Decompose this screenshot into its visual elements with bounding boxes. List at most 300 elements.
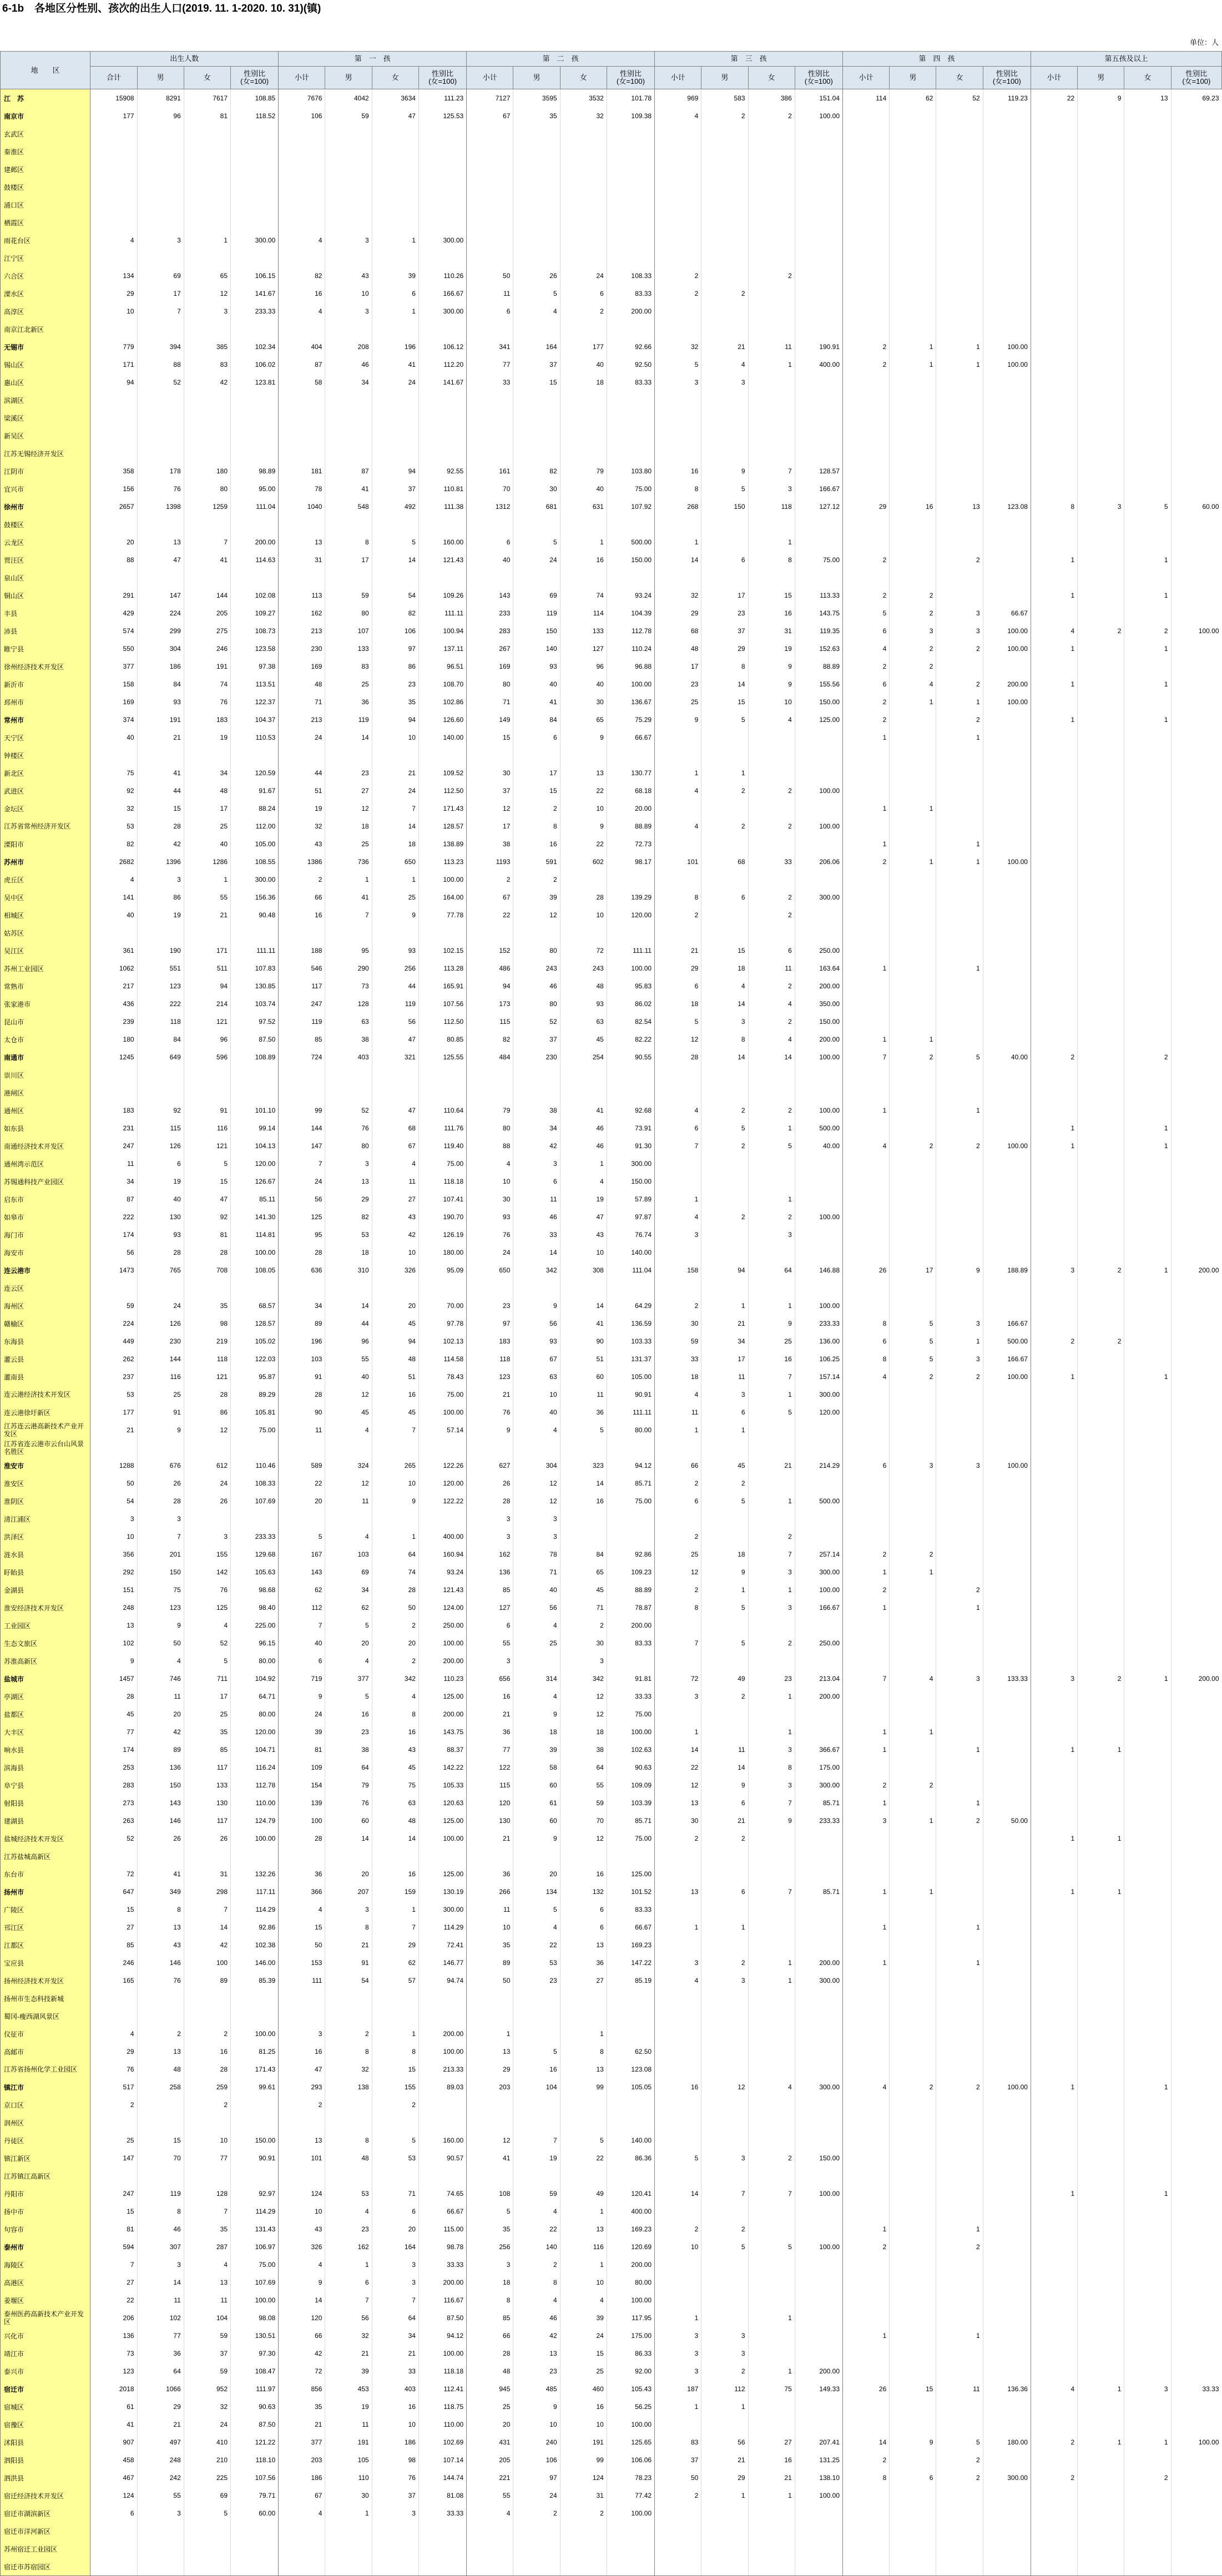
value-cell: 100: [184, 1954, 230, 1972]
value-cell: 103.74: [231, 995, 279, 1013]
value-cell: 121.43: [418, 1581, 466, 1599]
value-cell: 114: [843, 89, 890, 108]
region-name-cell: 太仓市: [1, 1031, 90, 1048]
value-cell: [890, 1972, 936, 1989]
value-cell: [513, 2025, 560, 2043]
value-cell: [795, 1279, 842, 1297]
value-cell: 242: [137, 2469, 184, 2487]
value-cell: 138.10: [795, 2469, 842, 2487]
value-cell: [983, 995, 1031, 1013]
value-cell: [655, 196, 701, 214]
value-cell: [1171, 1386, 1221, 1403]
value-cell: 1: [890, 338, 936, 356]
value-cell: 217: [90, 977, 137, 995]
value-cell: 404: [279, 338, 325, 356]
value-cell: [184, 1439, 230, 1457]
value-cell: 4: [513, 1421, 560, 1439]
value-cell: 92.86: [607, 1545, 654, 1563]
value-cell: [279, 1279, 325, 1297]
value-cell: 90: [560, 1332, 607, 1350]
value-cell: 14: [701, 995, 748, 1013]
value-cell: [936, 1244, 983, 1261]
value-cell: [983, 764, 1031, 782]
value-cell: 94: [372, 462, 418, 480]
value-cell: 32: [325, 2327, 372, 2345]
value-cell: 200.00: [418, 2274, 466, 2291]
value-cell: [890, 1901, 936, 1918]
value-cell: [1031, 1759, 1077, 1776]
value-cell: 166.67: [795, 1599, 842, 1617]
value-cell: [372, 178, 418, 196]
value-cell: [843, 2043, 890, 2060]
value-cell: 126: [137, 1137, 184, 1155]
value-cell: [748, 2416, 795, 2433]
value-cell: 254: [560, 1048, 607, 1066]
value-cell: 4: [467, 2504, 513, 2522]
value-cell: 1: [560, 533, 607, 551]
value-cell: [513, 1989, 560, 2007]
value-cell: [1078, 1226, 1124, 1244]
value-cell: 1398: [137, 498, 184, 516]
value-cell: [1124, 338, 1171, 356]
value-cell: 15: [90, 2203, 137, 2220]
table-row: [1, 516, 1222, 533]
value-cell: 32: [560, 107, 607, 125]
value-cell: 21: [701, 1315, 748, 1332]
value-cell: 93: [513, 658, 560, 675]
value-cell: 2: [936, 2469, 983, 2487]
value-cell: 26: [843, 2380, 890, 2398]
value-cell: [936, 1989, 983, 2007]
value-cell: [795, 1421, 842, 1439]
table-row: [1, 906, 1222, 924]
value-cell: 15: [279, 1918, 325, 1936]
value-cell: [890, 1066, 936, 1084]
value-cell: 69.23: [1171, 89, 1221, 108]
value-cell: [184, 924, 230, 942]
table-row: [1, 302, 1222, 320]
region-name-cell: 梁溪区: [1, 409, 90, 427]
value-cell: [936, 569, 983, 587]
value-cell: 2: [890, 1776, 936, 1794]
value-cell: [936, 1617, 983, 1634]
value-cell: 92.86: [231, 1918, 279, 1936]
value-cell: 80: [467, 1119, 513, 1137]
value-cell: [90, 1439, 137, 1457]
value-cell: [90, 143, 137, 160]
value-cell: [890, 1759, 936, 1776]
group-header: 第五孩及以上: [1031, 52, 1221, 67]
value-cell: [936, 817, 983, 835]
value-cell: [467, 2167, 513, 2185]
value-cell: 6: [560, 285, 607, 302]
value-cell: 29: [90, 285, 137, 302]
value-cell: 12: [655, 1031, 701, 1048]
value-cell: [1031, 2309, 1077, 2327]
value-cell: [1078, 1954, 1124, 1972]
value-cell: 11: [90, 1155, 137, 1173]
value-cell: 12: [513, 1474, 560, 1492]
value-cell: [936, 1705, 983, 1723]
value-cell: 13: [137, 2043, 184, 2060]
value-cell: [1124, 1315, 1171, 1332]
value-cell: 93: [137, 693, 184, 711]
value-cell: 2: [1031, 2469, 1077, 2487]
value-cell: [936, 1847, 983, 1865]
value-cell: [655, 249, 701, 267]
value-cell: [1031, 2274, 1077, 2291]
value-cell: [983, 906, 1031, 924]
value-cell: [936, 942, 983, 959]
value-cell: 97: [513, 2469, 560, 2487]
value-cell: [1124, 871, 1171, 888]
value-cell: 4: [748, 2078, 795, 2096]
value-cell: 4: [325, 2203, 372, 2220]
value-cell: [936, 125, 983, 143]
value-cell: [983, 1297, 1031, 1315]
value-cell: [90, 2167, 137, 2185]
value-cell: [1171, 2327, 1221, 2345]
value-cell: 2: [748, 1102, 795, 1119]
value-cell: 11: [936, 2380, 983, 2398]
value-cell: [655, 1652, 701, 1670]
value-cell: 1: [1031, 2078, 1077, 2096]
value-cell: [983, 1759, 1031, 1776]
value-cell: [513, 409, 560, 427]
value-cell: 144.74: [418, 2469, 466, 2487]
value-cell: [890, 1510, 936, 1528]
value-cell: 3: [467, 1510, 513, 1528]
region-name-cell: 宿迁市苏宿园区: [1, 2558, 90, 2576]
value-cell: [983, 817, 1031, 835]
value-cell: [1124, 1173, 1171, 1190]
value-cell: [1078, 924, 1124, 942]
value-cell: 97: [467, 1315, 513, 1332]
value-cell: 486: [467, 959, 513, 977]
value-cell: 111: [279, 1972, 325, 1989]
subcolumn-header: 女: [1124, 67, 1171, 89]
value-cell: 342: [560, 1670, 607, 1688]
value-cell: 42: [513, 1137, 560, 1155]
value-cell: 53: [372, 2149, 418, 2167]
value-cell: [90, 1084, 137, 1102]
value-cell: 95: [279, 1226, 325, 1244]
value-cell: [983, 160, 1031, 178]
value-cell: 5: [701, 1492, 748, 1510]
value-cell: [890, 1279, 936, 1297]
value-cell: [983, 480, 1031, 498]
value-cell: [983, 1688, 1031, 1705]
value-cell: [843, 1084, 890, 1102]
value-cell: 65: [560, 1563, 607, 1581]
region-name-cell: 生态文旅区: [1, 1634, 90, 1652]
value-cell: 101.52: [607, 1883, 654, 1901]
value-cell: 18: [372, 835, 418, 853]
value-cell: [748, 2504, 795, 2522]
value-cell: 100.00: [607, 2416, 654, 2433]
value-cell: 27: [325, 782, 372, 800]
value-cell: [936, 906, 983, 924]
value-cell: 6: [701, 1883, 748, 1901]
value-cell: 1: [184, 231, 230, 249]
value-cell: 298: [184, 1883, 230, 1901]
value-cell: 35: [279, 2398, 325, 2416]
value-cell: [983, 835, 1031, 853]
table-row: [1, 373, 1222, 391]
value-cell: 122.22: [418, 1492, 466, 1510]
value-cell: [560, 516, 607, 533]
value-cell: [1124, 2291, 1171, 2309]
value-cell: 746: [137, 1670, 184, 1688]
value-cell: 11: [560, 1386, 607, 1403]
value-cell: [983, 1599, 1031, 1617]
value-cell: 106.15: [231, 267, 279, 285]
value-cell: 142: [184, 1563, 230, 1581]
value-cell: 207.41: [795, 2433, 842, 2451]
value-cell: [1078, 2522, 1124, 2540]
value-cell: 5: [279, 1528, 325, 1545]
value-cell: 104.71: [231, 1741, 279, 1759]
value-cell: 56: [279, 1190, 325, 1208]
value-cell: [843, 782, 890, 800]
value-cell: 10: [372, 1474, 418, 1492]
value-cell: 7: [137, 302, 184, 320]
value-cell: 9: [748, 675, 795, 693]
value-cell: [701, 924, 748, 942]
value-cell: [372, 214, 418, 231]
value-cell: [983, 1652, 1031, 1670]
value-cell: 1: [655, 2309, 701, 2327]
region-name-cell: 赣榆区: [1, 1315, 90, 1332]
value-cell: 1312: [467, 498, 513, 516]
value-cell: 3: [936, 1350, 983, 1368]
value-cell: [843, 1617, 890, 1634]
value-cell: [936, 2185, 983, 2203]
value-cell: [279, 2167, 325, 2185]
value-cell: 100.00: [607, 2504, 654, 2522]
value-cell: 2: [560, 2504, 607, 2522]
value-cell: [983, 1972, 1031, 1989]
value-cell: 96: [184, 1031, 230, 1048]
value-cell: 268: [655, 498, 701, 516]
value-cell: 5: [748, 1137, 795, 1155]
value-cell: [184, 569, 230, 587]
value-cell: 90.48: [231, 906, 279, 924]
value-cell: [701, 1989, 748, 2007]
value-cell: 26: [843, 1261, 890, 1279]
table-row: [1, 1812, 1222, 1830]
value-cell: [560, 1989, 607, 2007]
value-cell: [655, 2131, 701, 2149]
region-name-cell: 海安市: [1, 1244, 90, 1261]
value-cell: [279, 196, 325, 214]
value-cell: 24: [279, 1705, 325, 1723]
value-cell: [418, 2167, 466, 2185]
value-cell: [701, 427, 748, 445]
value-cell: 19: [137, 1173, 184, 1190]
value-cell: 107.41: [418, 1190, 466, 1208]
value-cell: [1124, 462, 1171, 480]
region-name-cell: 栖霞区: [1, 214, 90, 231]
table-row: [1, 1190, 1222, 1208]
value-cell: 120: [467, 1794, 513, 1812]
value-cell: [843, 1830, 890, 1847]
value-cell: 54: [325, 1972, 372, 1989]
value-cell: [1078, 1652, 1124, 1670]
value-cell: 21: [325, 1936, 372, 1954]
value-cell: 15: [513, 782, 560, 800]
value-cell: 82: [279, 267, 325, 285]
value-cell: 77: [184, 2149, 230, 2167]
value-cell: 708: [184, 1261, 230, 1279]
value-cell: 3: [890, 622, 936, 640]
value-cell: [843, 462, 890, 480]
value-cell: [701, 231, 748, 249]
value-cell: 2: [513, 800, 560, 817]
value-cell: [1171, 1297, 1221, 1315]
value-cell: 146: [137, 1812, 184, 1830]
value-cell: [1031, 1812, 1077, 1830]
value-cell: 5: [325, 1688, 372, 1705]
value-cell: 33.33: [418, 2256, 466, 2274]
value-cell: 27: [90, 1918, 137, 1936]
value-cell: 34: [184, 764, 230, 782]
value-cell: [1171, 1901, 1221, 1918]
value-cell: 61: [513, 1794, 560, 1812]
value-cell: 9: [137, 1617, 184, 1634]
value-cell: 70: [137, 2149, 184, 2167]
value-cell: 86: [372, 658, 418, 675]
value-cell: [231, 2096, 279, 2114]
value-cell: [655, 924, 701, 942]
value-cell: 6: [701, 888, 748, 906]
value-cell: 1: [890, 853, 936, 871]
value-cell: [1031, 2131, 1077, 2149]
value-cell: 214.29: [795, 1457, 842, 1474]
value-cell: [1124, 160, 1171, 178]
value-cell: 40: [90, 729, 137, 746]
value-cell: 98.89: [231, 462, 279, 480]
value-cell: [890, 2185, 936, 2203]
value-cell: 5: [184, 1652, 230, 1670]
value-cell: 11: [467, 1901, 513, 1918]
value-cell: 200.00: [795, 1954, 842, 1972]
value-cell: [795, 516, 842, 533]
value-cell: 118.18: [418, 1173, 466, 1190]
value-cell: 1: [467, 2025, 513, 2043]
value-cell: [184, 2114, 230, 2131]
value-cell: [231, 1989, 279, 2007]
value-cell: 141.67: [231, 285, 279, 302]
value-cell: 9: [936, 1261, 983, 1279]
value-cell: [1124, 1066, 1171, 1084]
value-cell: 147.22: [607, 1954, 654, 1972]
value-cell: [701, 1155, 748, 1173]
value-cell: 247: [279, 995, 325, 1013]
value-cell: 71: [467, 693, 513, 711]
value-cell: 4: [655, 817, 701, 835]
value-cell: 4: [890, 675, 936, 693]
value-cell: 153: [279, 1954, 325, 1972]
value-cell: [418, 320, 466, 338]
value-cell: 16: [279, 2043, 325, 2060]
value-cell: 11: [655, 1403, 701, 1421]
value-cell: [372, 427, 418, 445]
value-cell: [372, 2540, 418, 2558]
value-cell: 150.00: [795, 2149, 842, 2167]
value-cell: 81.08: [418, 2487, 466, 2504]
value-cell: 141.67: [418, 373, 466, 391]
value-cell: [1031, 942, 1077, 959]
value-cell: 110.00: [418, 2416, 466, 2433]
region-name-cell: 扬州市生态科技新城: [1, 1989, 90, 2007]
value-cell: 33: [372, 2362, 418, 2380]
value-cell: [1124, 2238, 1171, 2256]
value-cell: 104: [184, 2309, 230, 2327]
value-cell: 59: [325, 587, 372, 604]
region-name-cell: 武进区: [1, 782, 90, 800]
value-cell: [890, 2416, 936, 2433]
value-cell: 79: [325, 1776, 372, 1794]
value-cell: [1171, 995, 1221, 1013]
value-cell: [1171, 1013, 1221, 1031]
value-cell: [137, 445, 184, 462]
value-cell: 47: [184, 1190, 230, 1208]
value-cell: 134: [90, 267, 137, 285]
value-cell: [1171, 2256, 1221, 2274]
value-cell: 19: [184, 729, 230, 746]
value-cell: 48: [137, 2060, 184, 2078]
value-cell: 2: [890, 604, 936, 622]
value-cell: 18: [513, 1723, 560, 1741]
value-cell: 1: [843, 1102, 890, 1119]
value-cell: 5: [701, 1599, 748, 1617]
value-cell: 3: [467, 1528, 513, 1545]
value-cell: 1: [1124, 551, 1171, 569]
value-cell: 210: [184, 2451, 230, 2469]
value-cell: [1171, 2114, 1221, 2131]
value-cell: 213: [279, 622, 325, 640]
table-row: [1, 1936, 1222, 1954]
value-cell: [231, 427, 279, 445]
value-cell: 44: [279, 764, 325, 782]
value-cell: 154: [279, 1776, 325, 1794]
value-cell: [1124, 1688, 1171, 1705]
value-cell: [843, 107, 890, 125]
value-cell: 2: [843, 551, 890, 569]
value-cell: 124.79: [231, 1812, 279, 1830]
value-cell: [1078, 2149, 1124, 2167]
value-cell: [1124, 1972, 1171, 1989]
region-name-cell: 南通经济技术开发区: [1, 1137, 90, 1155]
value-cell: [1078, 1812, 1124, 1830]
region-name-cell: 铜山区: [1, 587, 90, 604]
value-cell: 100.00: [795, 107, 842, 125]
value-cell: [90, 746, 137, 764]
value-cell: 107.56: [231, 2469, 279, 2487]
value-cell: 58: [513, 1759, 560, 1776]
value-cell: 1: [748, 2309, 795, 2327]
table-row: [1, 693, 1222, 711]
value-cell: 28: [137, 1492, 184, 1510]
value-cell: [795, 1865, 842, 1883]
value-cell: [1031, 2203, 1077, 2220]
value-cell: 100.00: [231, 2291, 279, 2309]
value-cell: 10: [560, 906, 607, 924]
group-header: 出生人数: [90, 52, 279, 67]
value-cell: 43: [279, 2220, 325, 2238]
value-cell: 2: [890, 1137, 936, 1155]
